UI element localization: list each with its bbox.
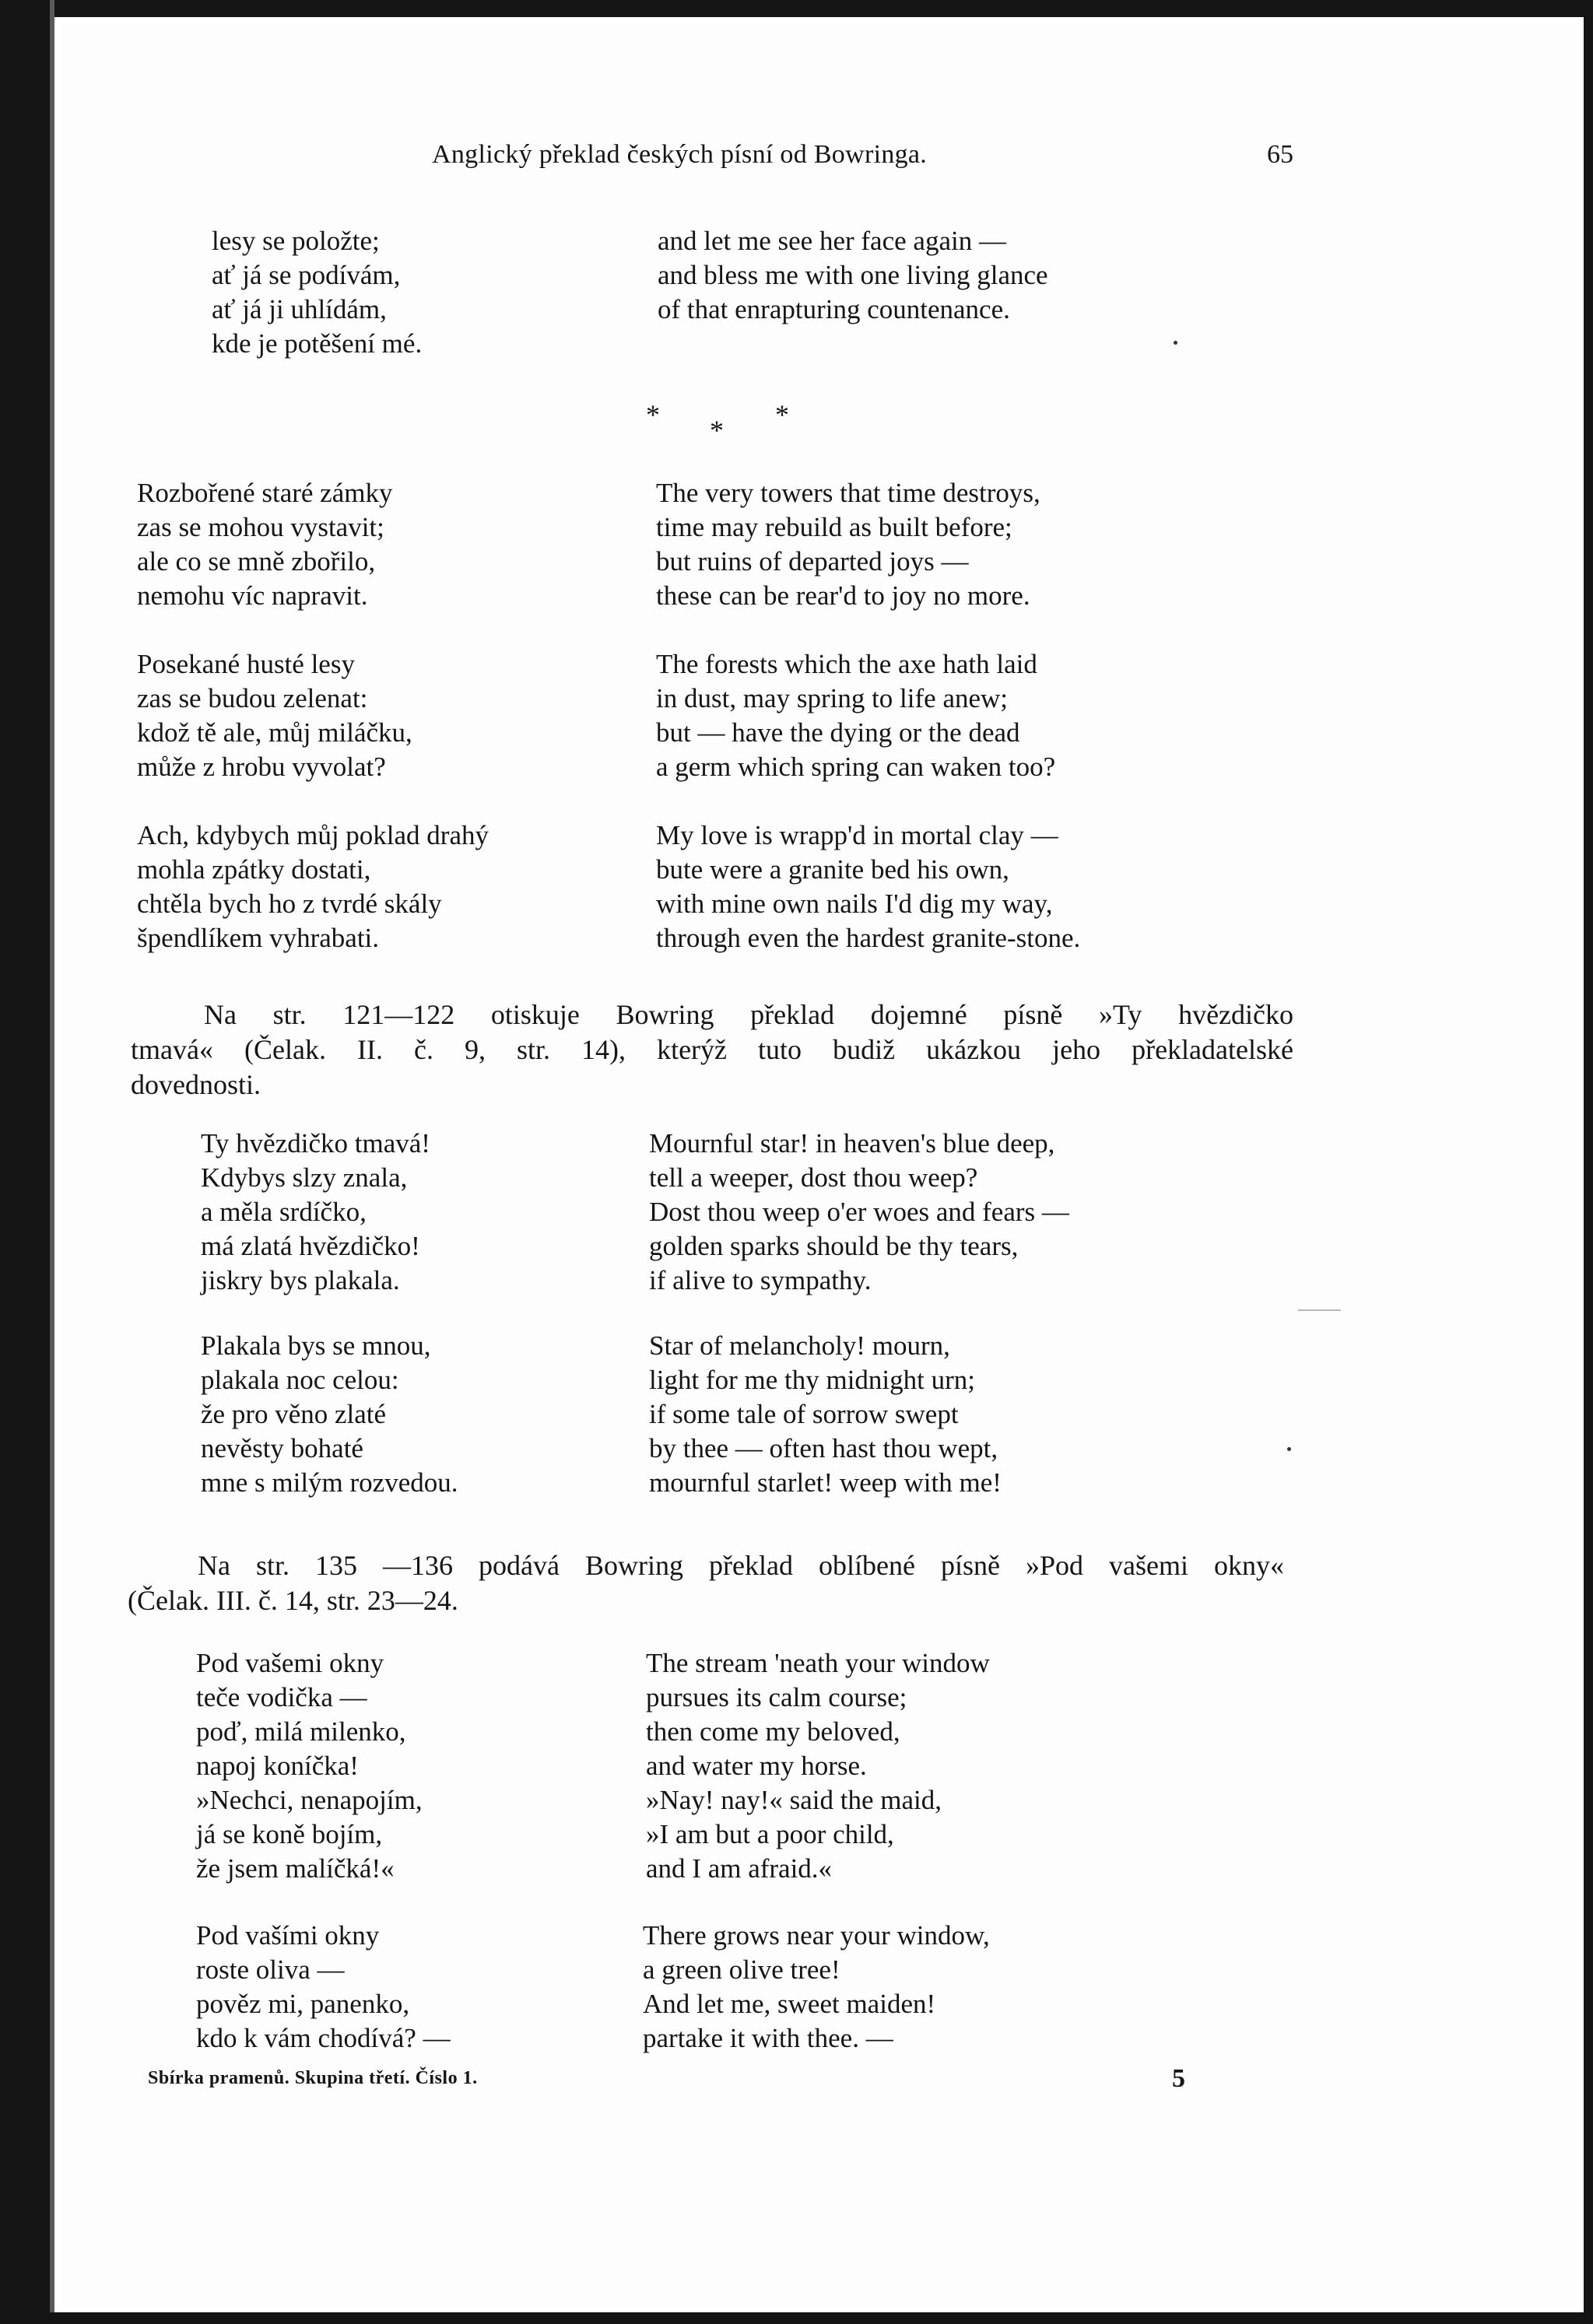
verse-line: The forests which the axe hath laid [656, 649, 1037, 679]
verse-line: with mine own nails I'd dig my way, [656, 889, 1053, 919]
scan-edge-top [0, 0, 1593, 17]
verse-line: bute were a granite bed his own, [656, 854, 1009, 885]
verse-line: »I am but a poor child, [646, 1819, 894, 1849]
verse-line: Ty hvězdičko tmavá! [201, 1128, 430, 1158]
asterism-star: * [646, 399, 660, 430]
stanza-czech-7 [196, 1646, 423, 1886]
verse-line: a germ which spring can waken too? [656, 752, 1056, 782]
verse-line: mne s milým rozvedou. [201, 1467, 458, 1498]
verse-line: Posekané husté lesy [137, 649, 355, 679]
prose-paragraph-1 [131, 997, 1293, 1102]
prose-line: (Čelak. III. č. 14, str. 23—24. [128, 1585, 458, 1616]
verse-line: these can be rear'd to joy no more. [656, 580, 1030, 611]
verse-line: if some tale of sorrow swept [649, 1399, 959, 1429]
stanza-english-4 [656, 818, 1080, 955]
stanza-czech-2 [137, 476, 392, 613]
margin-mark [1298, 1309, 1341, 1311]
series-footnote: Sbírka pramenů. Skupina třetí. Číslo 1. [148, 2068, 478, 2088]
verse-line: Mournful star! in heaven's blue deep, [649, 1128, 1055, 1158]
verse-line: a green olive tree! [643, 1954, 840, 1985]
verse-line: a měla srdíčko, [201, 1197, 367, 1227]
stanza-czech-8 [196, 1919, 451, 2056]
verse-line: roste oliva — [196, 1954, 345, 1985]
scan-edge-left-shadow [50, 0, 54, 2324]
verse-line: Plakala bys se mnou, [201, 1330, 431, 1361]
verse-line: ať já ji uhlídám, [212, 294, 387, 324]
verse-line: zas se mohou vystavit; [137, 512, 384, 542]
stanza-english-8 [643, 1919, 990, 2056]
verse-line: My love is wrapp'd in mortal clay — [656, 820, 1058, 850]
stanza-czech-5 [201, 1127, 430, 1298]
prose-line: Na str. 135 —136 podává Bowring překlad oblíbené písně »Pod vašemi okny« [198, 1550, 1284, 1581]
scan-edge-right [1584, 0, 1593, 2324]
verse-line: chtěla bych ho z tvrdé skály [137, 889, 442, 919]
verse-line: of that enrapturing countenance. [658, 294, 1010, 324]
verse-line: »Nay! nay!« said the maid, [646, 1785, 942, 1815]
verse-line: zas se budou zelenat: [137, 683, 368, 713]
verse-line: in dust, may spring to life anew; [656, 683, 1009, 713]
verse-line: napoj koníčka! [196, 1751, 359, 1781]
verse-line: »Nechci, nenapojím, [196, 1785, 423, 1815]
scan-edge-left [0, 0, 50, 2324]
verse-line: mournful starlet! weep with me! [649, 1467, 1002, 1498]
signature-mark: 5 [1172, 2064, 1185, 2093]
prose-line: tmavá« (Čelak. II. č. 9, str. 14), kterýž tuto budiž ukázkou jeho překladatelské [131, 1034, 1293, 1065]
prose-line: dovednosti. [131, 1069, 261, 1100]
verse-line: Rozbořené staré zámky [137, 478, 393, 508]
verse-line: pověz mi, panenko, [196, 1989, 410, 2019]
verse-line: teče vodička — [196, 1682, 367, 1712]
verse-line: poď, milá milenko, [196, 1716, 406, 1747]
verse-line: partake it with thee. — [643, 2023, 893, 2053]
speck [1174, 341, 1177, 345]
verse-line: může z hrobu vyvolat? [137, 752, 386, 782]
verse-line: že pro věno zlaté [201, 1399, 387, 1429]
verse-line: lesy se položte; [212, 226, 380, 256]
verse-line: through even the hardest granite-stone. [656, 923, 1081, 953]
stanza-english-1 [658, 224, 1048, 327]
verse-line: The very towers that time destroys, [656, 478, 1040, 508]
prose-paragraph-2 [128, 1548, 1284, 1618]
verse-line: and let me see her face again — [658, 226, 1006, 256]
stanza-czech-3 [137, 647, 412, 784]
stanza-english-2 [656, 476, 1040, 613]
speck [1287, 1447, 1291, 1451]
verse-line: and water my horse. [646, 1751, 867, 1781]
verse-line: mohla zpátky dostati, [137, 854, 371, 885]
page-number: 65 [1267, 140, 1293, 169]
scan-edge-bottom [0, 2312, 1593, 2324]
stanza-english-3 [656, 647, 1055, 784]
verse-line: light for me thy midnight urn; [649, 1365, 975, 1395]
asterism-star: * [775, 399, 789, 430]
verse-line: pursues its calm course; [646, 1682, 907, 1712]
verse-line: tell a weeper, dost thou weep? [649, 1162, 978, 1193]
verse-line: and bless me with one living glance [658, 260, 1048, 290]
stanza-english-6 [649, 1329, 1002, 1500]
verse-line: Star of melancholy! mourn, [649, 1330, 950, 1361]
verse-line: if alive to sympathy. [649, 1265, 872, 1295]
verse-line: and I am afraid.« [646, 1853, 833, 1884]
prose-line: Na str. 121—122 otiskuje Bowring překlad dojemné písně »Ty hvězdičko [204, 999, 1293, 1030]
verse-line: Kdybys slzy znala, [201, 1162, 408, 1193]
verse-line: jiskry bys plakala. [201, 1265, 400, 1295]
verse-line: And let me, sweet maiden! [643, 1989, 936, 2019]
running-header: Anglický překlad českých písní od Bowringa. [432, 140, 928, 169]
verse-line: já se koně bojím, [196, 1819, 383, 1849]
verse-line: ať já se podívám, [212, 260, 401, 290]
verse-line: but — have the dying or the dead [656, 717, 1020, 748]
stanza-english-5 [649, 1127, 1069, 1298]
verse-line: plakala noc celou: [201, 1365, 399, 1395]
verse-line: nemohu víc napravit. [137, 580, 368, 611]
verse-line: kde je potěšení mé. [212, 328, 423, 359]
verse-line: kdo k vám chodívá? — [196, 2023, 451, 2053]
verse-line: ale co se mně zbořilo, [137, 546, 376, 577]
stanza-czech-4 [137, 818, 489, 955]
stanza-czech-6 [201, 1329, 458, 1500]
verse-line: then come my beloved, [646, 1716, 900, 1747]
verse-line: Ach, kdybych můj poklad drahý [137, 820, 489, 850]
verse-line: but ruins of departed joys — [656, 546, 969, 577]
verse-line: má zlatá hvězdičko! [201, 1231, 420, 1261]
verse-line: time may rebuild as built before; [656, 512, 1012, 542]
stanza-czech-1 [212, 224, 422, 361]
verse-line: Pod vašemi okny [196, 1648, 384, 1678]
stanza-english-7 [646, 1646, 990, 1886]
verse-line: kdož tě ale, můj miláčku, [137, 717, 412, 748]
verse-line: There grows near your window, [643, 1920, 990, 1951]
asterism-star: * [710, 415, 724, 446]
verse-line: špendlíkem vyhrabati. [137, 923, 380, 953]
verse-line: by thee — often hast thou wept, [649, 1433, 998, 1463]
verse-line: golden sparks should be thy tears, [649, 1231, 1019, 1261]
verse-line: že jsem malíčká!« [196, 1853, 395, 1884]
verse-line: nevěsty bohaté [201, 1433, 363, 1463]
verse-line: The stream 'neath your window [646, 1648, 990, 1678]
verse-line: Pod vašími okny [196, 1920, 380, 1951]
verse-line: Dost thou weep o'er woes and fears — [649, 1197, 1069, 1227]
